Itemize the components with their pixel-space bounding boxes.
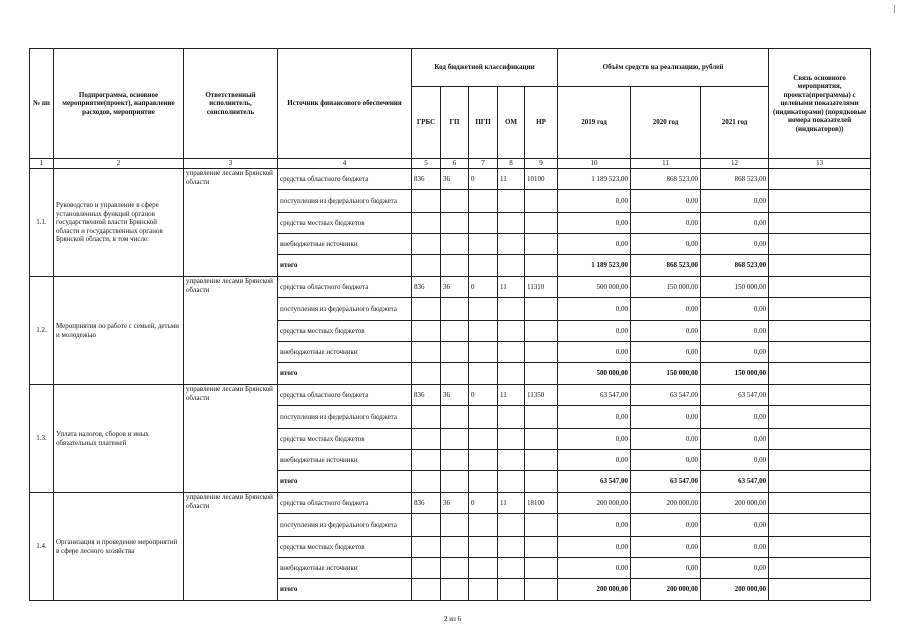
code-empty [498, 406, 525, 429]
indicator-link [769, 234, 871, 255]
code-empty [412, 450, 441, 471]
amount-2019: 200 000,00 [558, 579, 631, 601]
indicator-link [769, 385, 871, 406]
amount-2019: 0,00 [558, 450, 631, 471]
code-empty [469, 363, 498, 385]
amount-2019: 1 189 523,00 [558, 255, 631, 277]
code-empty [441, 558, 469, 579]
code-empty [498, 429, 525, 450]
amount-2019: 0,00 [558, 342, 631, 363]
header-np: НР [525, 87, 558, 159]
code-empty [441, 190, 469, 213]
row-number: 1.1. [30, 169, 54, 277]
code-empty [441, 213, 469, 234]
code-empty [498, 363, 525, 385]
code-empty [498, 537, 525, 558]
code-empty [469, 537, 498, 558]
code-empty [469, 213, 498, 234]
amount-2021: 0,00 [701, 342, 769, 363]
amount-2019: 63 547,00 [558, 385, 631, 406]
indicator-link [769, 342, 871, 363]
source-label: итого [278, 363, 412, 385]
amount-2020: 63 547,00 [631, 471, 701, 493]
column-number: 1 [30, 159, 54, 169]
indicator-link [769, 321, 871, 342]
code-empty [525, 471, 558, 493]
amount-2020: 0,00 [631, 429, 701, 450]
table-row [30, 493, 871, 514]
code-empty [441, 363, 469, 385]
code-empty [525, 342, 558, 363]
table-row [30, 169, 871, 190]
amount-2020: 0,00 [631, 234, 701, 255]
code-np: 18100 [525, 493, 558, 514]
column-number: 13 [769, 159, 871, 169]
column-number: 3 [184, 159, 278, 169]
code-empty [498, 234, 525, 255]
indicator-link [769, 255, 871, 277]
header-executor: Ответственный исполнитель, соисполнитель [184, 49, 278, 159]
code-empty [412, 514, 441, 537]
amount-2021: 150 000,00 [701, 277, 769, 298]
row-number: 1.4. [30, 493, 54, 601]
code-empty [441, 450, 469, 471]
code-pgp: 0 [469, 169, 498, 190]
code-empty [441, 234, 469, 255]
code-empty [441, 471, 469, 493]
amount-2020: 63 547,00 [631, 385, 701, 406]
code-empty [498, 471, 525, 493]
source-label: средства местных бюджетов [278, 321, 412, 342]
code-gp: 36 [441, 493, 469, 514]
header-2020: 2020 год [631, 87, 701, 159]
project-name: Организация и проведение мероприятий в сфере лесного хозяйства [54, 493, 184, 601]
source-label: внебюджетные источники [278, 450, 412, 471]
amount-2019: 0,00 [558, 558, 631, 579]
header-gp: ГП [441, 87, 469, 159]
code-empty [525, 255, 558, 277]
budget-table [29, 48, 871, 601]
amount-2020: 0,00 [631, 514, 701, 537]
code-empty [498, 514, 525, 537]
code-empty [412, 537, 441, 558]
header-project: Подпрограмма, основное мероприятие(проект), направление расходов, мероприятие [54, 49, 184, 159]
code-empty [498, 298, 525, 321]
amount-2021: 868 523,00 [701, 255, 769, 277]
indicator-link [769, 406, 871, 429]
code-empty [498, 213, 525, 234]
amount-2019: 0,00 [558, 514, 631, 537]
indicator-link [769, 277, 871, 298]
code-empty [525, 234, 558, 255]
table-body [30, 169, 871, 601]
code-empty [525, 429, 558, 450]
code-empty [498, 342, 525, 363]
header-2019: 2019 год [558, 87, 631, 159]
amount-2019: 0,00 [558, 234, 631, 255]
code-empty [412, 406, 441, 429]
code-np: 11310 [525, 277, 558, 298]
code-empty [498, 190, 525, 213]
code-gp: 36 [441, 385, 469, 406]
amount-2019: 500 000,00 [558, 363, 631, 385]
code-empty [469, 321, 498, 342]
amount-2021: 0,00 [701, 514, 769, 537]
table-header [30, 49, 871, 169]
code-pgp: 0 [469, 277, 498, 298]
amount-2020: 150 000,00 [631, 363, 701, 385]
indicator-link [769, 450, 871, 471]
code-pgp: 0 [469, 385, 498, 406]
code-empty [469, 406, 498, 429]
code-empty [525, 514, 558, 537]
source-label: внебюджетные источники [278, 342, 412, 363]
scan-edge-mark [894, 5, 895, 13]
source-label: средства областного бюджета [278, 277, 412, 298]
column-number: 7 [469, 159, 498, 169]
amount-2021: 0,00 [701, 190, 769, 213]
indicator-link [769, 471, 871, 493]
code-empty [469, 579, 498, 601]
code-empty [469, 190, 498, 213]
amount-2021: 63 547,00 [701, 471, 769, 493]
column-number: 12 [701, 159, 769, 169]
code-empty [441, 406, 469, 429]
indicator-link [769, 579, 871, 601]
code-empty [498, 450, 525, 471]
code-empty [412, 234, 441, 255]
amount-2019: 0,00 [558, 429, 631, 450]
code-empty [412, 298, 441, 321]
code-pgp: 0 [469, 493, 498, 514]
code-gp: 36 [441, 277, 469, 298]
header-om: ОМ [498, 87, 525, 159]
code-empty [469, 514, 498, 537]
page-number: 2 из 6 [443, 615, 461, 623]
code-om: 11 [498, 169, 525, 190]
code-empty [525, 298, 558, 321]
code-empty [525, 579, 558, 601]
code-grbs: 836 [412, 385, 441, 406]
code-empty [441, 429, 469, 450]
code-empty [525, 321, 558, 342]
code-empty [441, 579, 469, 601]
amount-2020: 0,00 [631, 558, 701, 579]
indicator-link [769, 514, 871, 537]
code-empty [525, 406, 558, 429]
source-label: поступления из федерального бюджета [278, 190, 412, 213]
code-empty [441, 537, 469, 558]
code-gp: 36 [441, 169, 469, 190]
amount-2021: 63 547,00 [701, 385, 769, 406]
code-empty [525, 363, 558, 385]
column-number: 9 [525, 159, 558, 169]
header-grbs: ГРБС [412, 87, 441, 159]
header-pgp: ПГП [469, 87, 498, 159]
code-empty [525, 558, 558, 579]
executor-name: управление лесами Брянской области [184, 277, 278, 385]
code-empty [525, 537, 558, 558]
code-empty [469, 471, 498, 493]
code-np: 10100 [525, 169, 558, 190]
amount-2019: 500 000,00 [558, 277, 631, 298]
project-name: Руководство и управление в сфере установленных функций органов государственной власти Брянской области и государственных органов Брянской области, в том числе: [54, 169, 184, 277]
amount-2021: 0,00 [701, 450, 769, 471]
amount-2021: 0,00 [701, 406, 769, 429]
indicator-link [769, 363, 871, 385]
code-empty [412, 321, 441, 342]
code-empty [441, 342, 469, 363]
amount-2019: 0,00 [558, 298, 631, 321]
code-empty [412, 190, 441, 213]
amount-2020: 0,00 [631, 321, 701, 342]
executor-name: управление лесами Брянской области [184, 493, 278, 601]
code-empty [412, 213, 441, 234]
code-empty [469, 429, 498, 450]
amount-2020: 200 000,00 [631, 493, 701, 514]
column-number: 11 [631, 159, 701, 169]
code-om: 11 [498, 385, 525, 406]
amount-2019: 0,00 [558, 406, 631, 429]
column-number: 5 [412, 159, 441, 169]
header-funds: Объём средств на реализацию, рублей [558, 49, 769, 87]
header-source: Источник финансового обеспечения [278, 49, 412, 159]
code-empty [412, 255, 441, 277]
source-label: поступления из федерального бюджета [278, 298, 412, 321]
column-number: 8 [498, 159, 525, 169]
column-number: 10 [558, 159, 631, 169]
amount-2019: 0,00 [558, 213, 631, 234]
amount-2021: 0,00 [701, 558, 769, 579]
amount-2020: 0,00 [631, 213, 701, 234]
code-grbs: 836 [412, 169, 441, 190]
code-grbs: 836 [412, 493, 441, 514]
indicator-link [769, 558, 871, 579]
code-empty [441, 298, 469, 321]
amount-2020: 150 000,00 [631, 277, 701, 298]
amount-2021: 200 000,00 [701, 493, 769, 514]
source-label: средства местных бюджетов [278, 429, 412, 450]
amount-2020: 0,00 [631, 342, 701, 363]
amount-2020: 0,00 [631, 406, 701, 429]
source-label: средства местных бюджетов [278, 213, 412, 234]
indicator-link [769, 493, 871, 514]
source-label: средства областного бюджета [278, 493, 412, 514]
amount-2020: 200 000,00 [631, 579, 701, 601]
amount-2021: 150 000,00 [701, 363, 769, 385]
amount-2021: 0,00 [701, 234, 769, 255]
code-empty [525, 190, 558, 213]
code-om: 11 [498, 277, 525, 298]
project-name: Уплата налогов, сборов и иных обязательных платежей [54, 385, 184, 493]
code-empty [441, 514, 469, 537]
amount-2019: 63 547,00 [558, 471, 631, 493]
column-number: 2 [54, 159, 184, 169]
code-grbs: 836 [412, 277, 441, 298]
code-empty [525, 213, 558, 234]
code-empty [412, 363, 441, 385]
code-empty [412, 579, 441, 601]
code-empty [469, 450, 498, 471]
source-label: средства областного бюджета [278, 385, 412, 406]
amount-2021: 200 000,00 [701, 579, 769, 601]
executor-name: управление лесами Брянской области [184, 385, 278, 493]
amount-2021: 0,00 [701, 213, 769, 234]
column-number-row [30, 159, 871, 169]
source-label: итого [278, 255, 412, 277]
code-empty [469, 298, 498, 321]
amount-2020: 0,00 [631, 298, 701, 321]
indicator-link [769, 213, 871, 234]
header-2021: 2021 год [701, 87, 769, 159]
source-label: средства местных бюджетов [278, 537, 412, 558]
code-empty [469, 255, 498, 277]
indicator-link [769, 537, 871, 558]
amount-2020: 868 523,00 [631, 169, 701, 190]
source-label: поступления из федерального бюджета [278, 406, 412, 429]
amount-2019: 0,00 [558, 190, 631, 213]
code-empty [441, 321, 469, 342]
code-empty [469, 558, 498, 579]
amount-2019: 200 000,00 [558, 493, 631, 514]
amount-2020: 0,00 [631, 450, 701, 471]
code-om: 11 [498, 493, 525, 514]
project-name: Мероприятия по работе с семьей, детьми и молодежью [54, 277, 184, 385]
amount-2021: 0,00 [701, 298, 769, 321]
code-empty [441, 255, 469, 277]
source-label: внебюджетные источники [278, 558, 412, 579]
column-number: 6 [441, 159, 469, 169]
code-empty [412, 342, 441, 363]
row-number: 1.2. [30, 277, 54, 385]
amount-2021: 0,00 [701, 321, 769, 342]
amount-2019: 1 189 523,00 [558, 169, 631, 190]
amount-2019: 0,00 [558, 537, 631, 558]
table-row [30, 385, 871, 406]
amount-2020: 0,00 [631, 190, 701, 213]
code-empty [498, 579, 525, 601]
table-row [30, 277, 871, 298]
amount-2021: 868 523,00 [701, 169, 769, 190]
indicator-link [769, 429, 871, 450]
amount-2020: 0,00 [631, 537, 701, 558]
code-empty [525, 450, 558, 471]
code-empty [498, 558, 525, 579]
executor-name: управление лесами Брянской области [184, 169, 278, 277]
amount-2021: 0,00 [701, 429, 769, 450]
indicator-link [769, 190, 871, 213]
amount-2021: 0,00 [701, 537, 769, 558]
indicator-link [769, 298, 871, 321]
source-label: внебюджетные источники [278, 234, 412, 255]
header-budget-code: Код бюджетной классификации [412, 49, 558, 87]
code-empty [498, 255, 525, 277]
code-empty [469, 342, 498, 363]
header-link: Связь основного мероприятия, проекта(программы) с целевыми показателями (индикаторами) (порядковые номера показателей (индикаторов)) [769, 49, 871, 159]
column-number: 4 [278, 159, 412, 169]
code-empty [412, 558, 441, 579]
code-np: 11350 [525, 385, 558, 406]
code-empty [469, 234, 498, 255]
header-no: № пп [30, 49, 54, 159]
code-empty [412, 471, 441, 493]
row-number: 1.3. [30, 385, 54, 493]
source-label: средства областного бюджета [278, 169, 412, 190]
code-empty [412, 429, 441, 450]
amount-2019: 0,00 [558, 321, 631, 342]
amount-2020: 868 523,00 [631, 255, 701, 277]
source-label: поступления из федерального бюджета [278, 514, 412, 537]
code-empty [498, 321, 525, 342]
indicator-link [769, 169, 871, 190]
source-label: итого [278, 579, 412, 601]
source-label: итого [278, 471, 412, 493]
